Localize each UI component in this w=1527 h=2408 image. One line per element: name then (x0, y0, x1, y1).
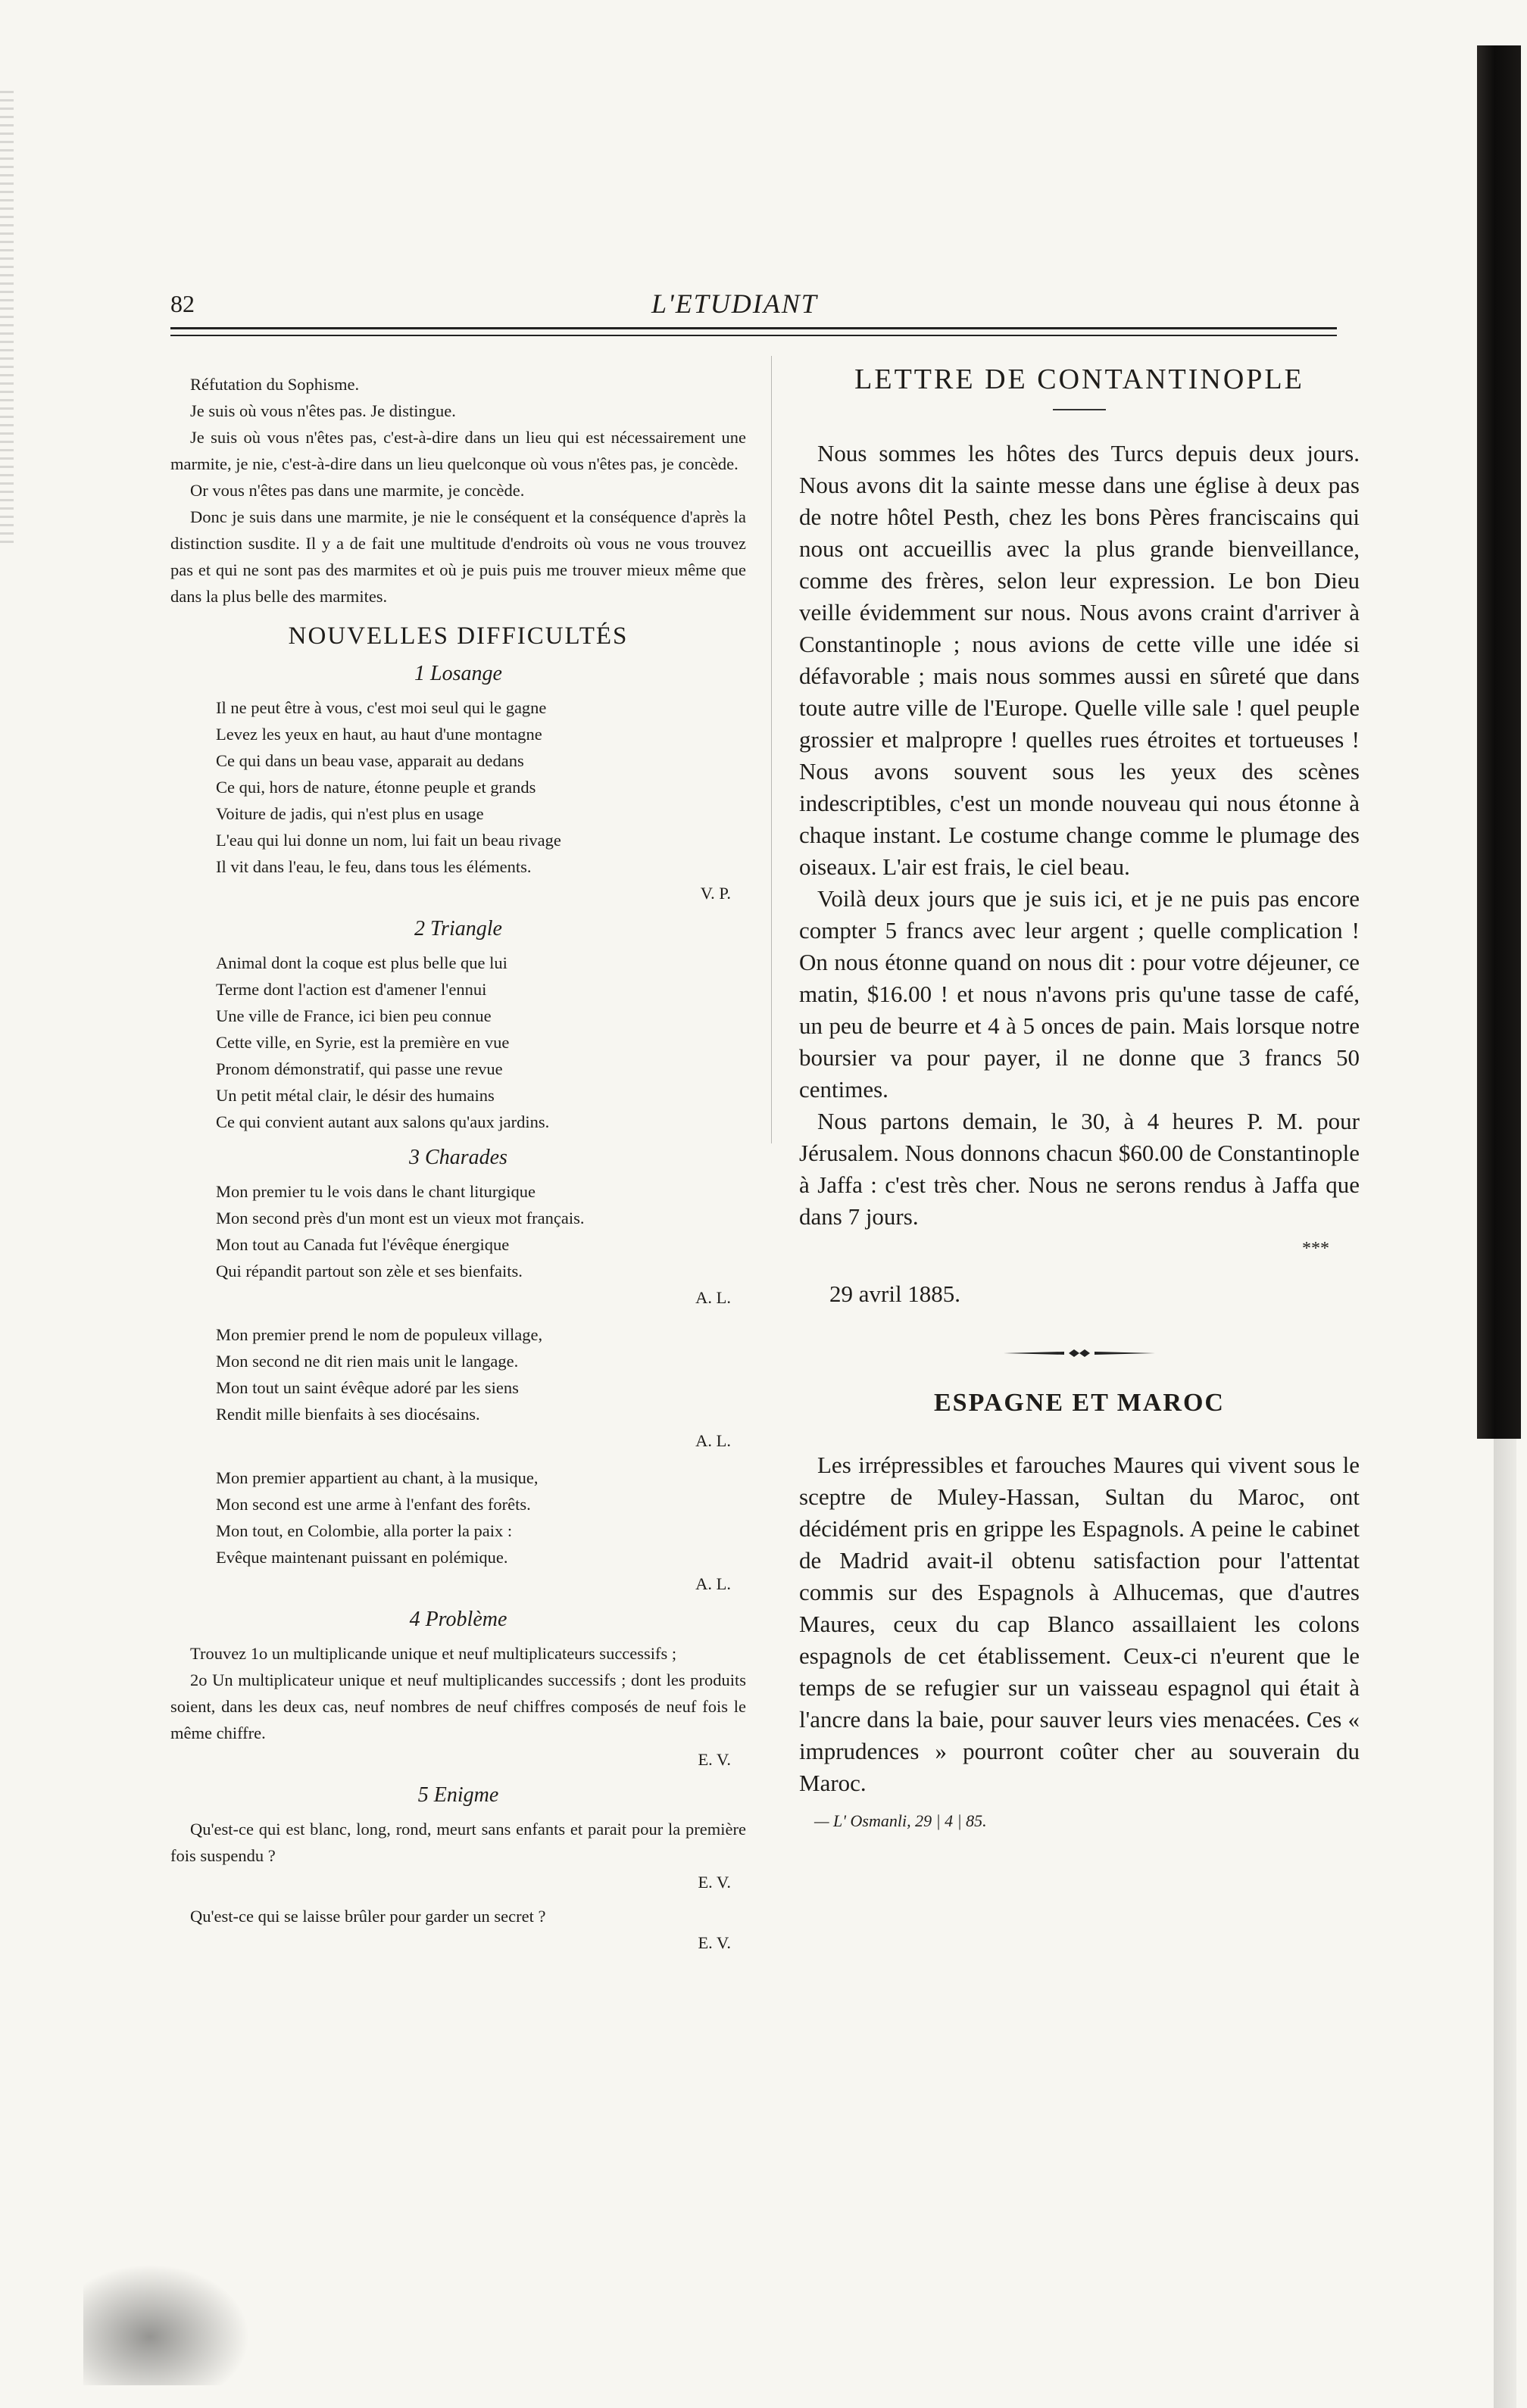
verse-line: Ce qui convient autant aux salons qu'aux jardins. (216, 1112, 550, 1131)
right-column (799, 363, 1360, 1837)
verse-line: Une ville de France, ici bien peu connue (216, 1006, 492, 1025)
verse-line: Mon second près d'un mont est un vieux mot français. (216, 1209, 585, 1227)
verse-line: Ce qui, hors de nature, étonne peuple et grands (216, 778, 536, 797)
dateline: 29 avril 1885. (829, 1280, 961, 1307)
verse-line: Mon premier prend le nom de populeux village, (216, 1325, 543, 1344)
triangle-title: 2 Triangle (414, 917, 502, 940)
verse-line: Il vit dans l'eau, le feu, dans tous les éléments. (216, 857, 532, 876)
header-rule (170, 335, 1337, 336)
article-paragraph: Nous partons demain, le 30, à 4 heures P. M. pour Jérusalem. Nous donnons chacun $60.00 de Constantinople à Jaffa : c'est très cher. Nous ne serons rendus à Jaffa que dans 7 jours. (799, 1108, 1360, 1230)
signature: E. V. (698, 1750, 731, 1769)
scan-smudge (83, 2264, 250, 2385)
verse-line: Mon second est une arme à l'enfant des forêts. (216, 1495, 531, 1514)
probleme-title: 4 Problème (409, 1608, 507, 1631)
left-column (170, 371, 746, 1956)
verse-line: Animal dont la coque est plus belle que lui (216, 953, 507, 972)
verse-line: Levez les yeux en haut, au haut d'une montagne (216, 725, 542, 744)
signature: A. L. (695, 1288, 731, 1307)
verse-line: Mon tout au Canada fut l'évêque énergique (216, 1235, 510, 1254)
enigme-title: 5 Enigme (417, 1783, 499, 1807)
losange-verse (216, 694, 716, 880)
verse-line: L'eau qui lui donne un nom, lui fait un beau rivage (216, 831, 561, 850)
article-paragraph: Voilà deux jours que je suis ici, et je ne puis pas encore compter 5 francs avec leur argent ; quelle complication ! On nous étonne quand on nous dit : pour votre déjeuner, ce matin, $16.00 ! et nous n'avons pris qu'une tasse de café, un peu de beurre et 4 à 5 onces de pain. Mais lorsque notre boursier va pour payer, il ne donne que 3 francs 50 centimes. (799, 885, 1360, 1103)
article-title: ESPAGNE ET MAROC (933, 1389, 1225, 1417)
charades-title: 3 Charades (409, 1146, 507, 1169)
charade-3 (216, 1464, 716, 1571)
refutation-line: Je suis où vous n'êtes pas. Je distingue. (190, 401, 456, 420)
losange-title: 1 Losange (414, 662, 502, 685)
verse-line: Evêque maintenant puissant en polémique. (216, 1548, 508, 1567)
verse-line: Il ne peut être à vous, c'est moi seul qui le gagne (216, 698, 547, 717)
article-paragraph: Nous sommes les hôtes des Turcs depuis deux jours. Nous avons dit la sainte messe dans une église à deux pas de notre hôtel Pesth, chez les bons Pères franciscains qui nous ont accueillis avec la plus grande bienveillance, comme des frères, selon leur expression. Le bon Dieu veille évidemment sur nous. Nous avons craint d'arriver à Constantinople ; nous avions de cette ville une idée si défavorable ; mais nous sommes aussi en sûreté que dans toute autre ville de l'Europe. Quelle ville sale ! quel peuple grossier et malpropre ! quelles rues étroites et tortueuses ! Nous avons souvent sous les yeux des scènes indescriptibles, c'est un monde nouveau qui nous étonne à chaque instant. Le costume change comme le plumage des oiseaux. L'air est frais, le ciel beau. (799, 440, 1360, 880)
verse-line: Mon second ne dit rien mais unit le langage. (216, 1352, 519, 1371)
verse-line: Mon premier appartient au chant, à la musique, (216, 1468, 539, 1487)
refutation-line: Donc je suis dans une marmite, je nie le conséquent et la conséquence d'après la distinction susdite. Il y a de fait une multitude d'endroits où vous ne vous trouvez pas et qui ne sont pas des marmites et où je puis puis me trouver mieux même que dans la plus belle des marmites. (170, 507, 746, 606)
article-paragraph: Les irrépressibles et farouches Maures qui vivent sous le sceptre de Muley-Hassan, Sultan du Maroc, ont décidément pris en grippe les Espagnols. A peine le cabinet de Madrid avait-il obtenu satisfaction pour l'attentat commis sur des Espagnols à Alhucemas, que d'autres Maures, ceux du cap Blanco assaillaient les colons espagnols de cet établissement. Ceux-ci n'eurent que le temps de se refugier sur un vaisseau espagnol qui était à l'ancre dans la baie, pour sauver leurs vies menacées. Ces « imprudences » pourront coûter cher au souverain du Maroc. (799, 1452, 1360, 1796)
article-title: LETTRE DE CONTANTINOPLE (854, 363, 1304, 395)
ornament-divider (799, 1348, 1360, 1358)
verse-line: Ce qui dans un beau vase, apparait au dedans (216, 751, 524, 770)
header-rule (170, 327, 1337, 329)
probleme-text: Trouvez 1o un multiplicande unique et neuf multiplicateurs successifs ; (190, 1644, 677, 1663)
verse-line: Mon tout un saint évêque adoré par les siens (216, 1378, 519, 1397)
verse-line: Un petit métal clair, le désir des humains (216, 1086, 495, 1105)
page-number: 82 (170, 290, 195, 317)
verse-line: Terme dont l'action est d'amener l'ennui (216, 980, 487, 999)
verse-line: Mon tout, en Colombie, alla porter la paix : (216, 1521, 513, 1540)
signature: A. L. (695, 1431, 731, 1450)
signature: A. L. (695, 1574, 731, 1593)
refutation-line: Je suis où vous n'êtes pas, c'est-à-dire dans un lieu qui est nécessairement une marmite, je nie, c'est-à-dire dans un lieu quelconque où vous n'êtes pas, je concède. (170, 428, 746, 473)
column-divider (771, 356, 772, 1143)
section-heading: NOUVELLES DIFFICULTÉS (288, 622, 629, 650)
signature: E. V. (698, 1873, 731, 1892)
verse-line: Qui répandit partout son zèle et ses bienfaits. (216, 1262, 523, 1280)
charade-1 (216, 1178, 716, 1284)
enigme-text: Qu'est-ce qui se laisse brûler pour garder un secret ? (190, 1907, 546, 1926)
triangle-verse (216, 950, 716, 1135)
asterism: *** (1302, 1239, 1329, 1259)
signature: E. V. (698, 1933, 731, 1952)
verse-line: Rendit mille bienfaits à ses diocésains. (216, 1405, 480, 1424)
verse-line: Cette ville, en Syrie, est la première en vue (216, 1033, 510, 1052)
scan-speckle (0, 91, 14, 545)
refutation-line: Or vous n'êtes pas dans une marmite, je concède. (190, 481, 525, 500)
probleme-text: 2o Un multiplicateur unique et neuf multiplicandes successifs ; dont les produits soient, dans les deux cas, neuf nombres de neuf chiffres composés de neuf fois le même chiffre. (170, 1670, 746, 1742)
verse-line: Mon premier tu le vois dans le chant liturgique (216, 1182, 536, 1201)
signature: V. P. (700, 884, 731, 903)
verse-line: Voiture de jadis, qui n'est plus en usage (216, 804, 484, 823)
scan-edge-shadow (1477, 45, 1521, 1439)
verse-line: Pronom démonstratif, qui passe une revue (216, 1059, 503, 1078)
title-rule (1053, 409, 1106, 410)
enigme-text: Qu'est-ce qui est blanc, long, rond, meurt sans enfants et parait pour la première fois suspendu ? (170, 1820, 746, 1865)
charade-2 (216, 1321, 716, 1427)
scan-edge-shadow-faint (1494, 1439, 1516, 2408)
refutation-title: Réfutation du Sophisme. (190, 375, 360, 394)
running-title: L'ETUDIANT (651, 289, 818, 319)
article-source: — L' Osmanli, 29 | 4 | 85. (814, 1811, 987, 1830)
